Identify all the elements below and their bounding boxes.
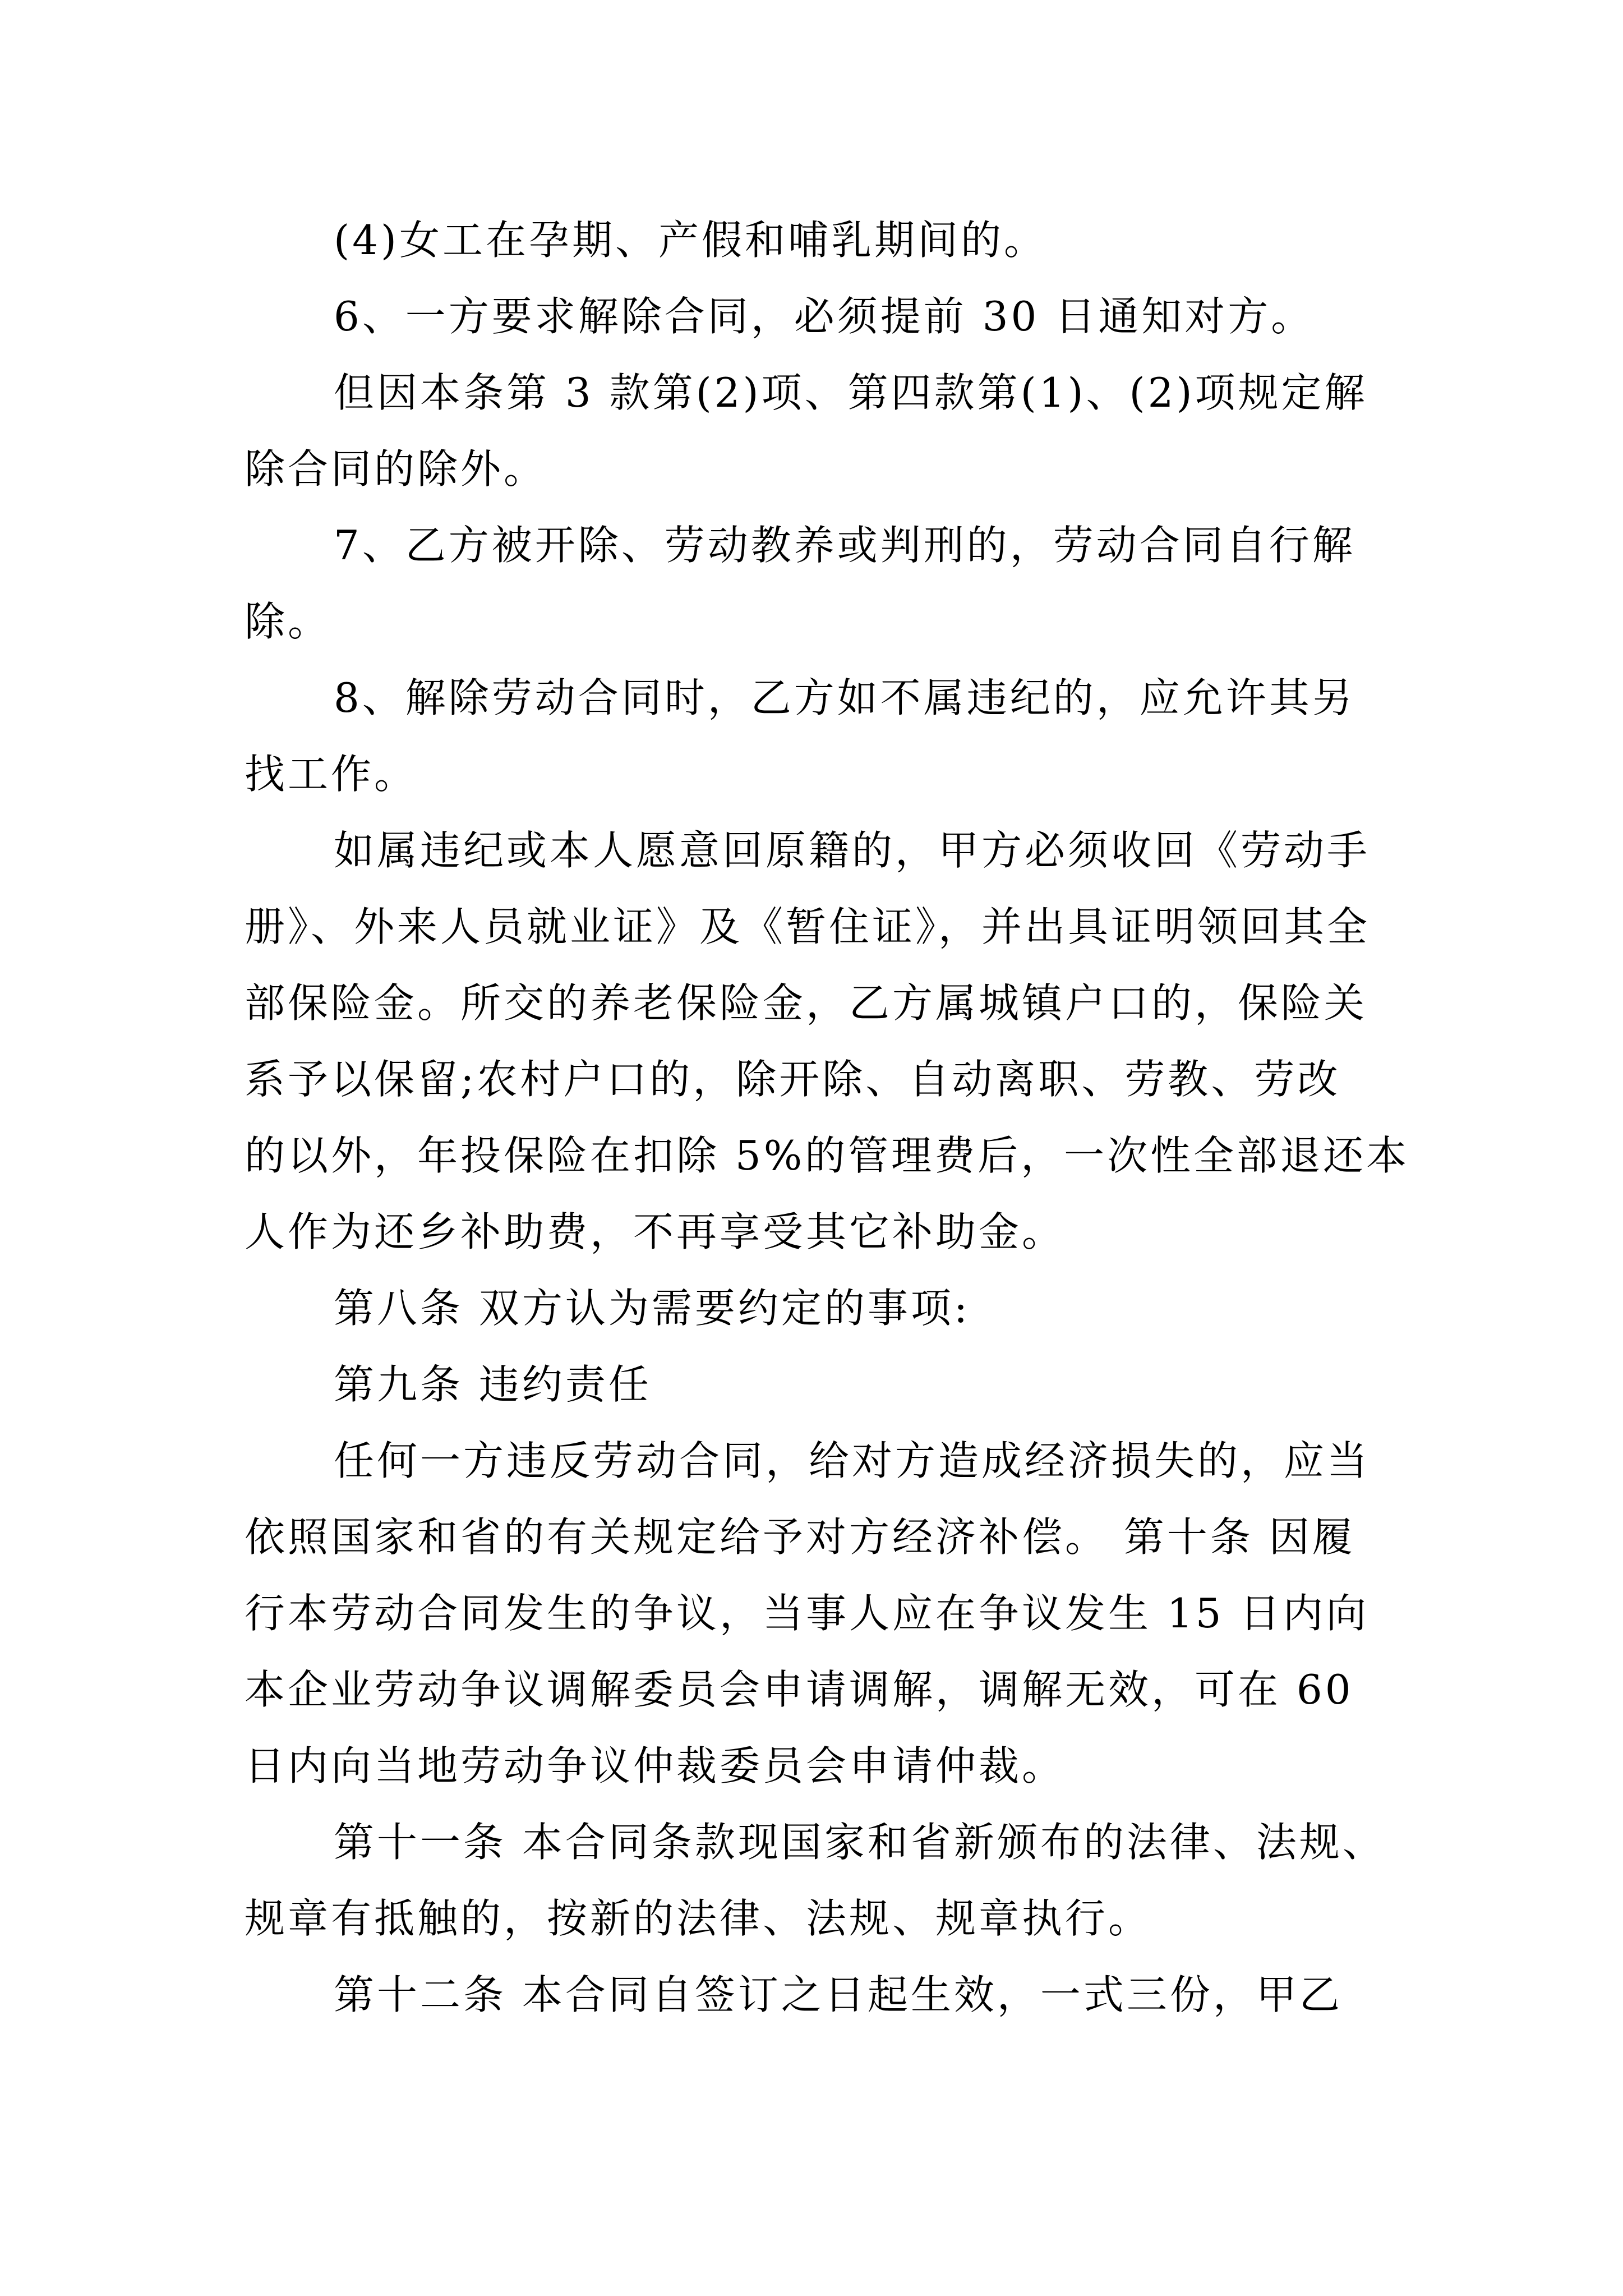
text-line: 册》、外来人员就业证》及《暂住证》，并出具证明领回其全	[245, 903, 1371, 950]
text-line: 除合同的除外。	[245, 445, 547, 493]
text-line: 人作为还乡补助费，不再享受其它补助金。	[245, 1208, 1066, 1255]
text-line: 6、一方要求解除合同，必须提前 30 日通知对方。	[334, 293, 1315, 340]
text-line: 本企业劳动争议调解委员会申请调解，调解无效，可在 60	[245, 1666, 1354, 1713]
text-line: 8、解除劳动合同时，乙方如不属违纪的，应允许其另	[334, 674, 1355, 721]
text-line: 第十一条 本合同条款现国家和省新颁布的法律、法规、	[334, 1819, 1386, 1866]
text-line: (4)女工在孕期、产假和哺乳期间的。	[334, 217, 1047, 264]
text-line: 7、乙方被开除、劳动教养或判刑的，劳动合同自行解	[334, 522, 1355, 569]
article-heading: 第八条 双方认为需要约定的事项:	[334, 1285, 971, 1332]
text-line: 日内向当地劳动争议仲裁委员会申请仲裁。	[245, 1742, 1066, 1789]
text-line: 第十二条 本合同自签订之日起生效，一式三份，甲乙	[334, 1971, 1343, 2018]
text-line: 如属违纪或本人愿意回原籍的，甲方必须收回《劳动手	[334, 827, 1371, 874]
text-line: 但因本条第 3 款第(2)项、第四款第(1)、(2)项规定解	[334, 369, 1368, 416]
text-line: 任何一方违反劳动合同，给对方造成经济损失的，应当	[334, 1437, 1371, 1484]
text-line: 行本劳动合同发生的争议，当事人应在争议发生 15 日内向	[245, 1590, 1370, 1637]
text-line: 的以外，年投保险在扣除 5%的管理费后，一次性全部退还本	[245, 1132, 1410, 1179]
article-heading: 第九条 违约责任	[334, 1361, 652, 1408]
text-line: 规章有抵触的，按新的法律、法规、规章执行。	[245, 1895, 1152, 1942]
text-line: 找工作。	[245, 751, 418, 798]
text-line: 部保险金。所交的养老保险金，乙方属城镇户口的，保险关	[245, 979, 1368, 1027]
text-line: 依照国家和省的有关规定给予对方经济补偿。 第十条 因履	[245, 1513, 1355, 1561]
text-line: 系予以保留;农村户口的，除开除、自动离职、劳教、劳改	[245, 1056, 1341, 1103]
text-line: 除。	[245, 598, 331, 645]
